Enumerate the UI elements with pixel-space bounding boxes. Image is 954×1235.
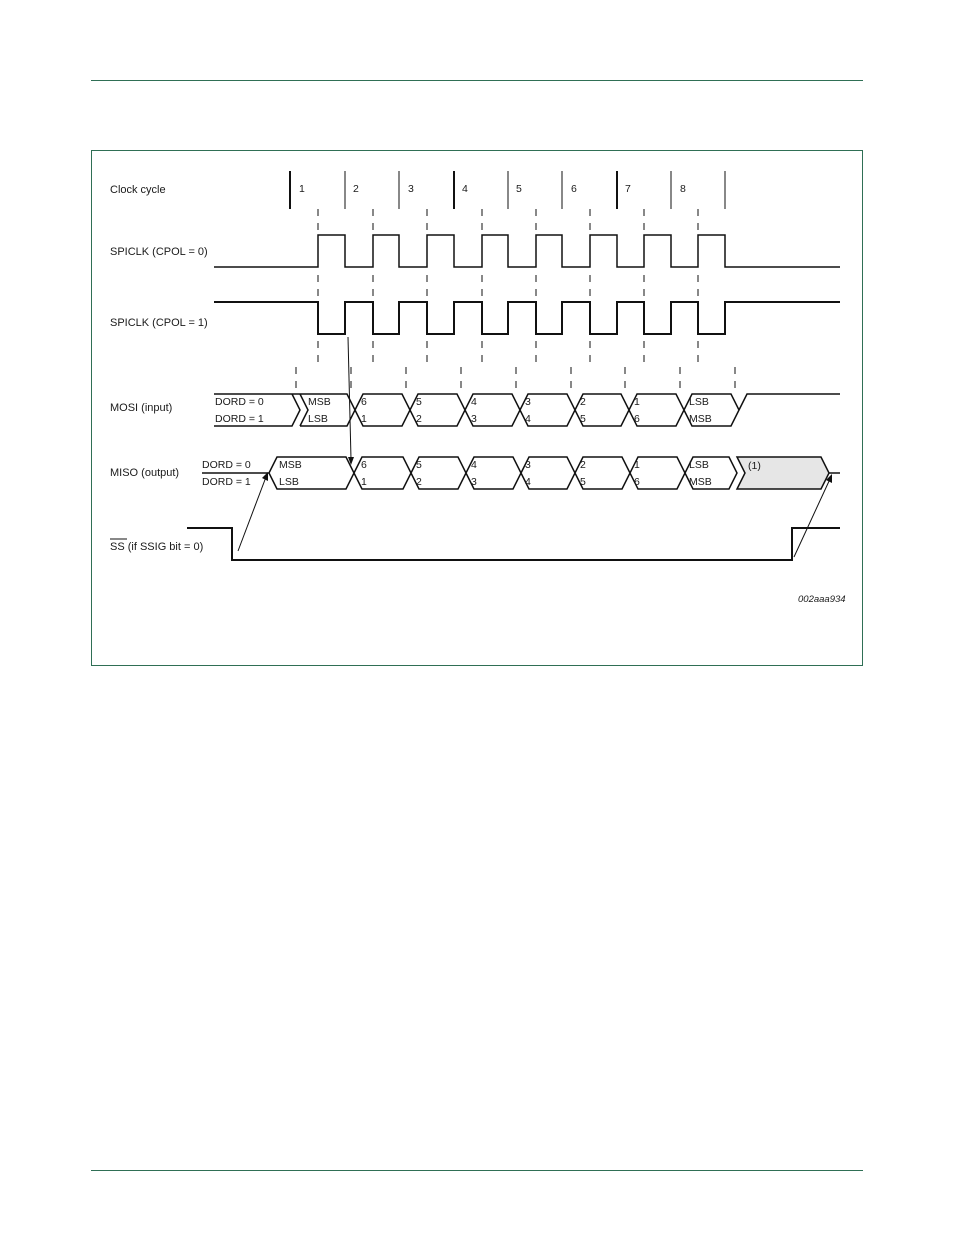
miso-label: MISO (output) — [110, 467, 180, 479]
mosi-top-2: 5 — [416, 396, 422, 408]
miso-dord1-label: DORD = 1 — [202, 476, 251, 488]
cycle-4: 4 — [462, 183, 468, 195]
mosi-bottom-4: 4 — [525, 413, 531, 425]
miso-top-2: 5 — [416, 459, 422, 471]
mosi-dord0-label: DORD = 0 — [215, 396, 264, 408]
cycle-5: 5 — [516, 183, 522, 195]
mosi-bottom-1: 1 — [361, 413, 367, 425]
clock-cycle-label: Clock cycle — [110, 184, 166, 196]
spiclk-cpol1-waveform — [214, 302, 840, 334]
miso-bottom-7: MSB — [689, 476, 712, 488]
cycle-6: 6 — [571, 183, 577, 195]
ss-label — [110, 539, 203, 553]
spiclk-cpol1-label: SPICLK (CPOL = 1) — [110, 317, 208, 329]
mosi-bit-labels — [308, 396, 712, 425]
bottom-rule — [91, 1170, 863, 1171]
arrows — [238, 337, 830, 557]
mosi-bottom-2: 2 — [416, 413, 422, 425]
miso-top-5: 2 — [580, 459, 586, 471]
miso-top-6: 1 — [634, 459, 640, 471]
mosi-top-1: 6 — [361, 396, 367, 408]
ss-waveform — [187, 528, 840, 560]
mosi-bottom-7: MSB — [689, 413, 712, 425]
miso-bottom-3: 3 — [471, 476, 477, 488]
mosi-bottom-3: 3 — [471, 413, 477, 425]
miso-bottom-0: LSB — [279, 476, 299, 488]
mosi-top-0: MSB — [308, 396, 331, 408]
ss-bar-text: SS — [110, 541, 125, 553]
cycle-numbers — [299, 183, 686, 195]
miso-top-7: LSB — [689, 459, 709, 471]
miso-dord0-label: DORD = 0 — [202, 459, 251, 471]
top-rule — [91, 80, 863, 81]
cycle-8: 8 — [680, 183, 686, 195]
mosi-top-4: 3 — [525, 396, 531, 408]
cycle-1: 1 — [299, 183, 305, 195]
mosi-dord1-label: DORD = 1 — [215, 413, 264, 425]
miso-bottom-2: 2 — [416, 476, 422, 488]
miso-top-3: 4 — [471, 459, 477, 471]
mosi-bottom-0: LSB — [308, 413, 328, 425]
mosi-bottom-6: 6 — [634, 413, 640, 425]
timing-diagram-frame — [91, 150, 863, 666]
spiclk-cpol0-label: SPICLK (CPOL = 0) — [110, 246, 208, 258]
mosi-top-3: 4 — [471, 396, 477, 408]
cycle-7: 7 — [625, 183, 631, 195]
mosi-top-6: 1 — [634, 396, 640, 408]
ss-rest-text: (if SSIG bit = 0) — [124, 541, 204, 553]
cycle-2: 2 — [353, 183, 359, 195]
miso-top-4: 3 — [525, 459, 531, 471]
svg-text:SS (if SSIG bit = 0) — [110, 541, 203, 553]
spiclk-cpol0-waveform — [214, 235, 840, 267]
mosi-bottom-5: 5 — [580, 413, 586, 425]
miso-note: (1) — [748, 460, 761, 472]
miso-top-0: MSB — [279, 459, 302, 471]
mosi-top-5: 2 — [580, 396, 586, 408]
miso-bottom-4: 4 — [525, 476, 531, 488]
miso-bottom-5: 5 — [580, 476, 586, 488]
mosi-top-7: LSB — [689, 396, 709, 408]
miso-bottom-1: 1 — [361, 476, 367, 488]
miso-bottom-6: 6 — [634, 476, 640, 488]
figure-code: 002aaa934 — [798, 594, 846, 605]
cycle-3: 3 — [408, 183, 414, 195]
miso-top-1: 6 — [361, 459, 367, 471]
mosi-label: MOSI (input) — [110, 402, 173, 414]
spi-timing-diagram — [92, 151, 864, 667]
